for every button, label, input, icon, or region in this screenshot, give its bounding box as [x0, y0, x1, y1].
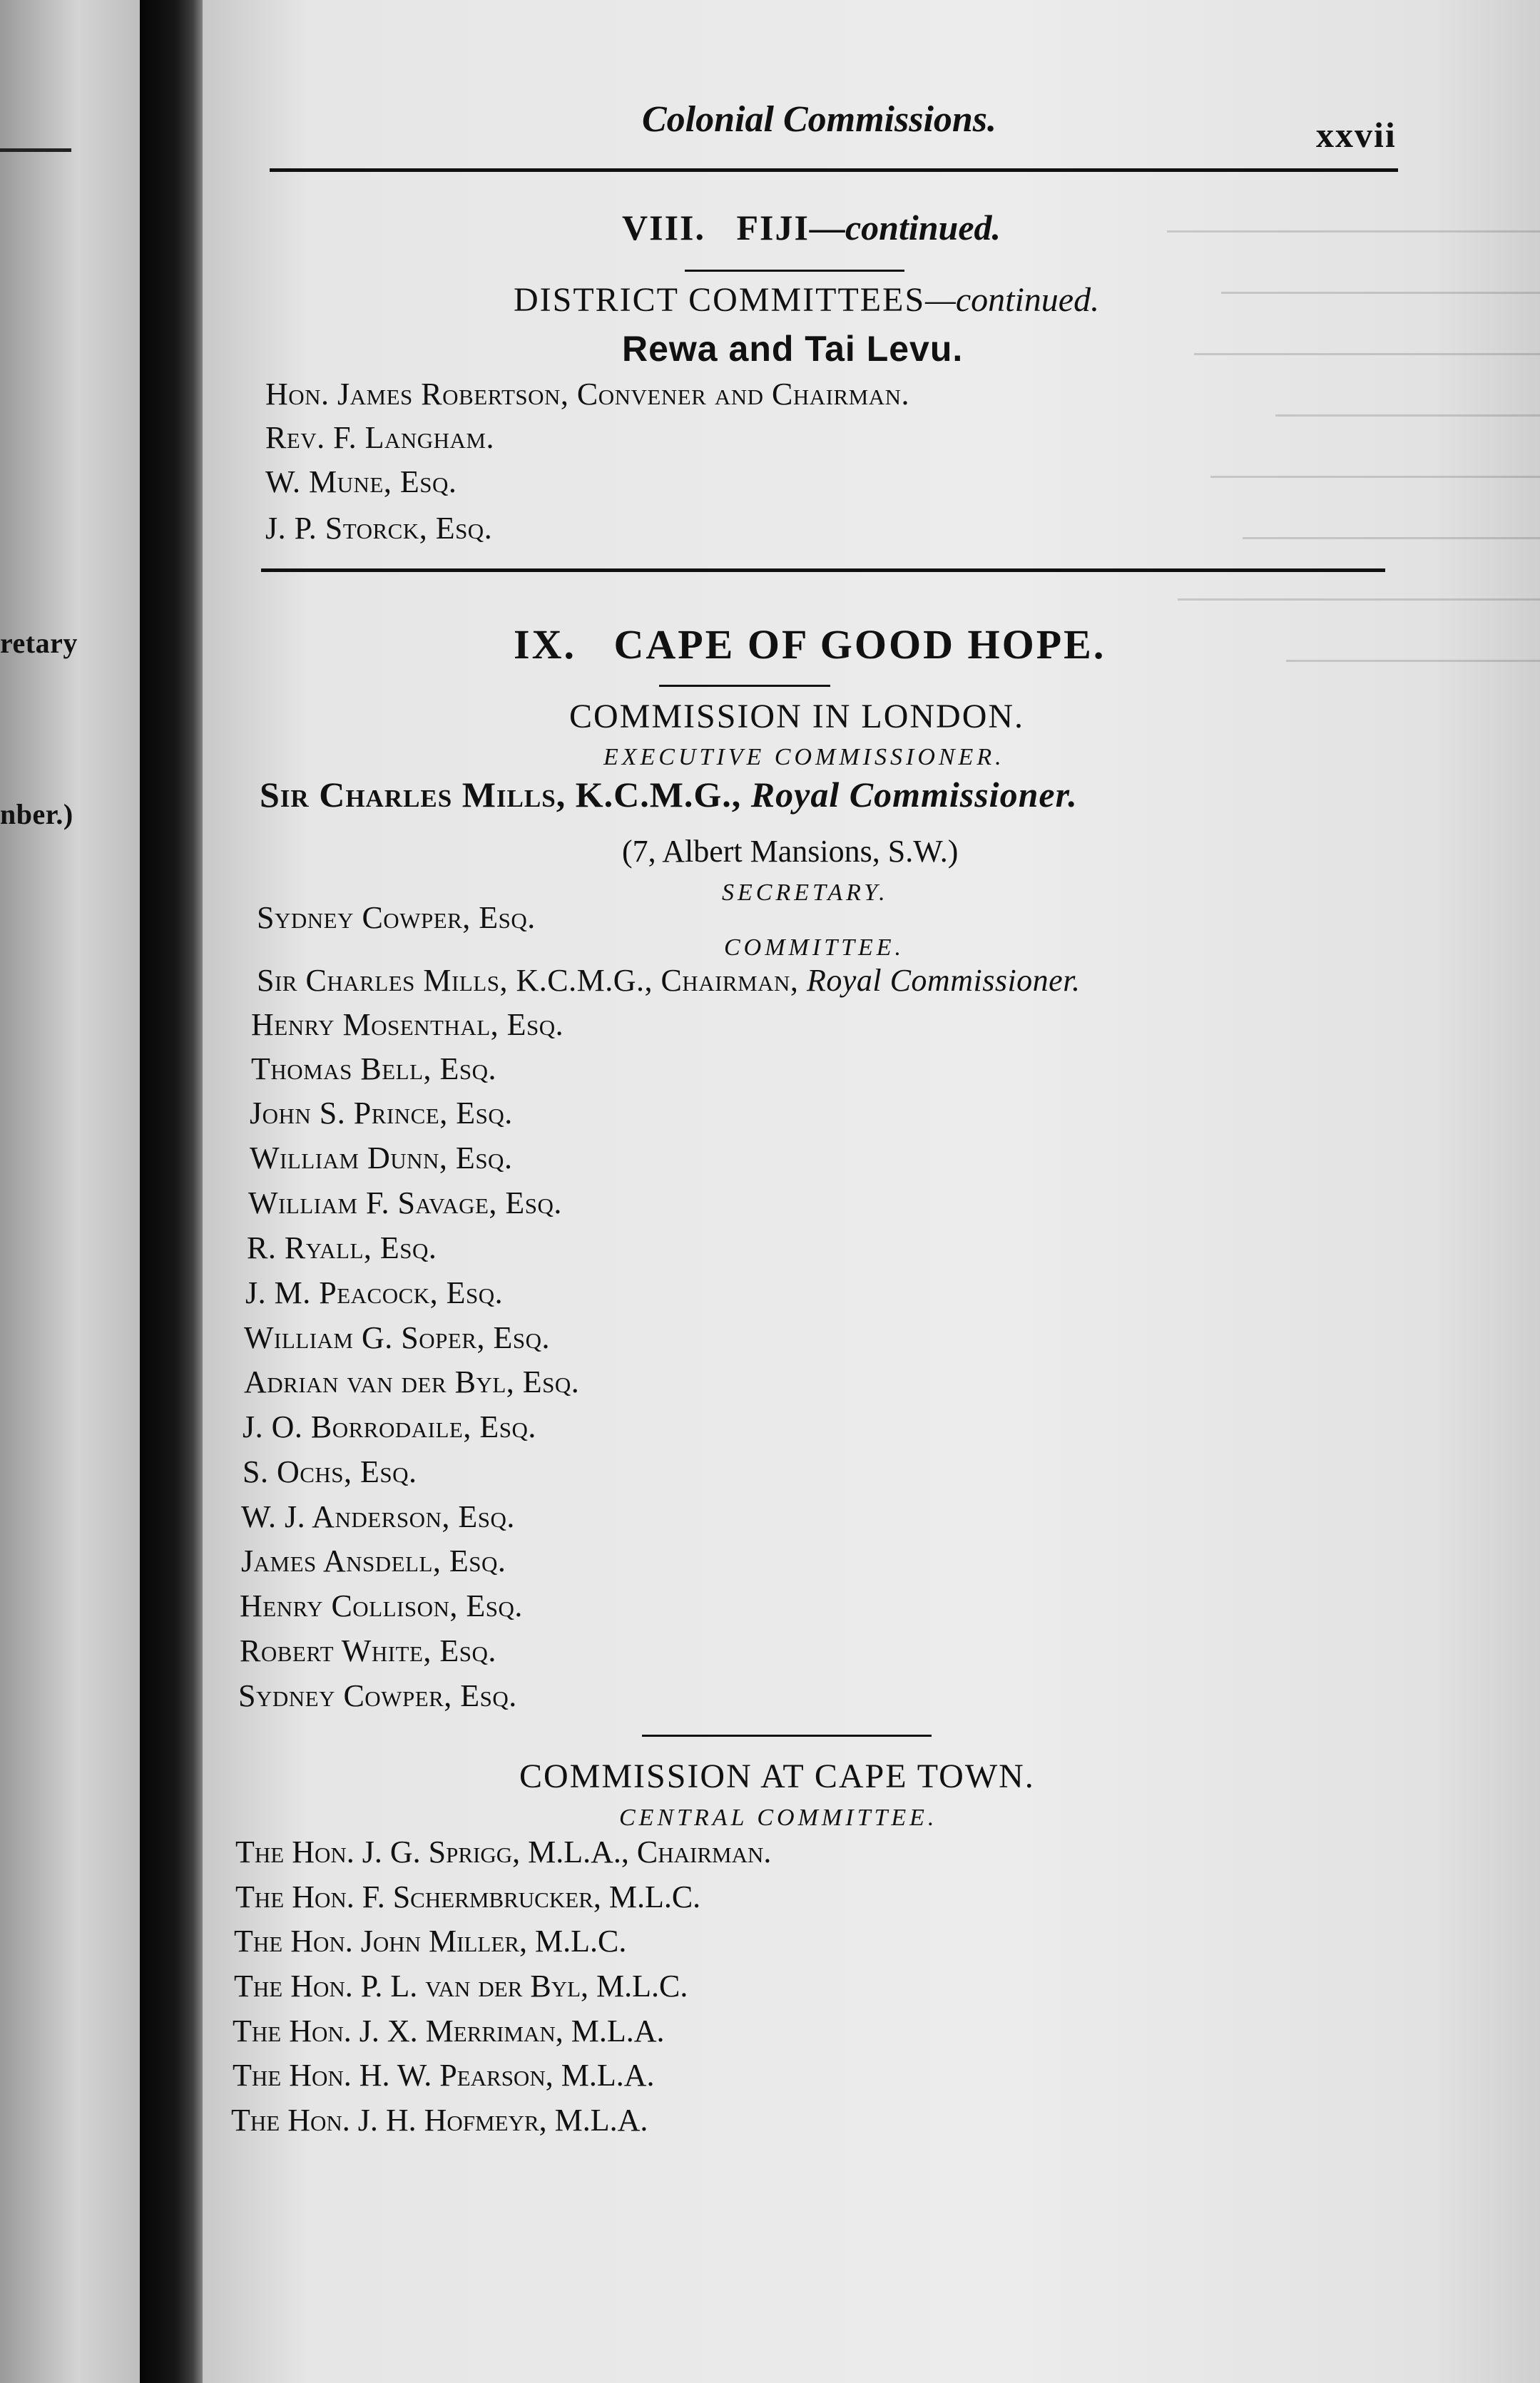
facing-page-rule: [0, 148, 71, 152]
list-item: Thomas Bell, Esq.: [251, 1051, 497, 1086]
district-name: Rewa and Tai Levu.: [622, 329, 964, 369]
list-item: [235, 1879, 700, 1915]
section-fiji-heading: [622, 207, 1001, 248]
list-item: [234, 1968, 688, 2004]
list-item: Adrian van der Byl, Esq.: [244, 1364, 580, 1399]
committee-chair-name: Sir Charles Mills, K.C.M.G., Chairman,: [257, 963, 799, 998]
list-item: William Dunn, Esq.: [250, 1141, 513, 1175]
list-item: William F. Savage, Esq.: [248, 1185, 562, 1220]
central-member: The Hon. F. Schermbrucker, M.L.C.: [235, 1879, 701, 1914]
executive-name: Sir Charles Mills, K.C.M.G.,: [260, 775, 742, 815]
list-item: James Ansdell, Esq.: [241, 1543, 506, 1578]
short-rule: [685, 270, 904, 272]
continued-note: —continued.: [925, 281, 1100, 319]
central-member: The Hon. J. G. Sprigg, M.L.A., Chairman.: [235, 1835, 772, 1869]
central-member: The Hon. P. L. van der Byl, M.L.C.: [234, 1969, 688, 2004]
list-item: Robert White, Esq.: [240, 1633, 496, 1668]
section-cape-heading: [514, 621, 1106, 668]
list-item: [235, 1834, 771, 1870]
section-number: IX.: [514, 621, 576, 668]
secretary-name: Sydney Cowper, Esq.: [257, 900, 536, 935]
list-item: John S. Prince, Esq.: [250, 1096, 513, 1131]
section-name: CAPE OF GOOD HOPE.: [613, 621, 1106, 668]
london-commission-heading: COMMISSION IN LONDON.: [569, 698, 1025, 735]
list-item: [233, 2057, 654, 2093]
executive-commissioner: [260, 774, 1078, 815]
list-item: William G. Soper, Esq.: [244, 1320, 550, 1355]
list-item: R. Ryall, Esq.: [247, 1230, 437, 1265]
list-item: Henry Collison, Esq.: [240, 1588, 523, 1623]
list-item: [233, 2013, 665, 2049]
list-item: J. O. Borrodaile, Esq.: [243, 1409, 536, 1444]
committee-chair-title: Royal Commissioner.: [806, 963, 1081, 998]
list-item: [231, 2102, 648, 2138]
district-committees-heading: [514, 280, 1099, 320]
running-title: Colonial Commissions.: [642, 99, 997, 140]
executive-address: (7, Albert Mansions, S.W.): [622, 834, 959, 869]
executive-title: Royal Commissioner.: [750, 775, 1078, 815]
central-member: The Hon. John Miller, M.L.C.: [234, 1924, 627, 1959]
central-member: The Hon. J. H. Hofmeyr, M.L.A.: [231, 2103, 648, 2138]
central-member: The Hon. J. X. Merriman, M.L.A.: [233, 2014, 665, 2048]
list-item: Hon. James Robertson, Convener and Chairman.: [265, 377, 909, 412]
facing-page-edge: [0, 0, 143, 2383]
continued-note: —continued.: [809, 208, 1001, 248]
list-item: Sydney Cowper, Esq.: [238, 1678, 517, 1713]
list-item: J. M. Peacock, Esq.: [245, 1275, 504, 1310]
secretary-label: SECRETARY.: [722, 879, 889, 906]
section-rule: [261, 568, 1385, 572]
list-item: J. P. Storck, Esq.: [265, 511, 493, 546]
list-item: Henry Mosenthal, Esq.: [251, 1007, 564, 1042]
facing-page-fragment: nber.): [0, 798, 73, 830]
list-item: W. Mune, Esq.: [265, 464, 457, 499]
list-item: Rev. F. Langham.: [265, 420, 494, 455]
district-heading-text: DISTRICT COMMITTEES: [514, 281, 926, 319]
book-gutter: [140, 0, 204, 2383]
bleed-through-texture: [1059, 185, 1540, 662]
section-name: FIJI: [736, 208, 810, 248]
section-number: VIII.: [622, 208, 705, 248]
list-item: S. Ochs, Esq.: [243, 1454, 417, 1489]
committee-label: COMMITTEE.: [724, 934, 905, 961]
short-rule: [659, 685, 830, 687]
central-committee-label: CENTRAL COMMITTEE.: [619, 1805, 938, 1831]
facing-page-fragment: retary: [0, 627, 78, 659]
committee-chair: [257, 962, 1080, 999]
cape-town-commission-heading: COMMISSION AT CAPE TOWN.: [519, 1757, 1035, 1795]
short-rule: [642, 1735, 932, 1737]
list-item: [234, 1923, 626, 1959]
executive-label: EXECUTIVE COMMISSIONER.: [603, 744, 1005, 770]
central-member: The Hon. H. W. Pearson, M.L.A.: [233, 2058, 655, 2093]
header-rule: [270, 168, 1398, 172]
list-item: W. J. Anderson, Esq.: [241, 1499, 515, 1534]
page-number: xxvii: [1316, 115, 1397, 155]
